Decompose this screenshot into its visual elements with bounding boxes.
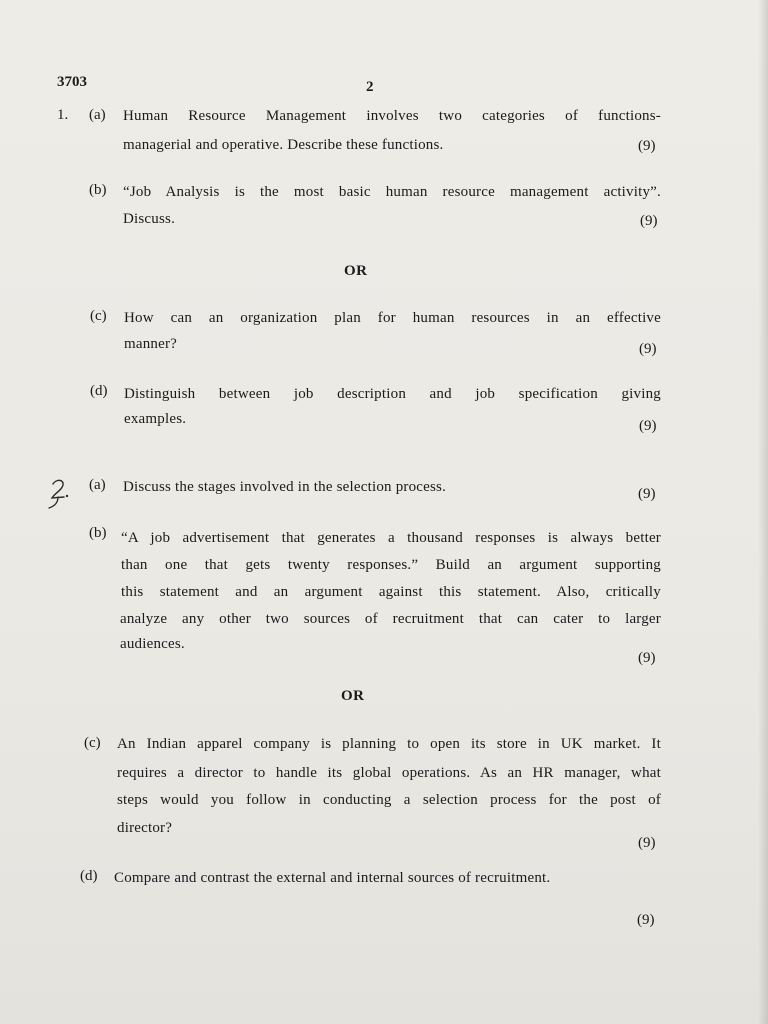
q1-part-b-line-1: “Job Analysis is the most basic human resource management activity”. xyxy=(123,184,661,200)
q1-part-a-line-1: Human Resource Management involves two categories of functions- xyxy=(123,108,661,124)
q2-part-b-line-1: “A job advertisement that generates a thousand responses is always better xyxy=(121,530,661,546)
q2-part-c-line-2: requires a director to handle its global operations. As an HR manager, what xyxy=(117,765,661,781)
question-1-number: 1. xyxy=(57,107,69,123)
q2-part-b-line-3: this statement and an argument against this statement. Also, critically xyxy=(121,584,661,600)
q2-part-b-line-4: analyze any other two sources of recruitment that can cater to larger xyxy=(120,611,661,627)
q2-part-c-line-1: An Indian apparel company is planning to open its store in UK market. It xyxy=(117,736,661,752)
q2-part-d-marks: (9) xyxy=(637,912,655,928)
q1-part-a-label: (a) xyxy=(89,107,106,123)
q1-or-divider: OR xyxy=(344,263,368,279)
q2-part-a-marks: (9) xyxy=(638,486,656,502)
page-number: 2 xyxy=(366,79,374,95)
q2-part-b-line-5: audiences. xyxy=(120,636,185,652)
q1-part-b-label: (b) xyxy=(89,182,107,198)
page-edge-shadow xyxy=(758,0,768,1024)
q1-part-a-marks: (9) xyxy=(638,138,656,154)
q2-part-c-line-3: steps would you follow in conducting a selection process for the post of xyxy=(117,792,661,808)
q2-part-c-marks: (9) xyxy=(638,835,656,851)
q1-part-c-line-2: manner? xyxy=(124,336,178,352)
q2-part-b-line-2: than one that gets twenty responses.” Build an argument supporting xyxy=(121,557,661,573)
q2-part-a-line-1: Discuss the stages involved in the selection process. xyxy=(123,479,447,495)
q2-part-c-line-4: director? xyxy=(117,820,173,836)
q1-part-b-line-2: Discuss. xyxy=(123,211,176,227)
q2-or-divider: OR xyxy=(341,688,365,704)
q2-part-c-label: (c) xyxy=(84,735,101,751)
q1-part-b-marks: (9) xyxy=(640,213,658,229)
q1-part-d-label: (d) xyxy=(90,383,108,399)
q2-part-b-label: (b) xyxy=(89,525,107,541)
q1-part-c-marks: (9) xyxy=(639,341,657,357)
q2-part-a-label: (a) xyxy=(89,477,106,493)
q1-part-c-line-1: How can an organization plan for human resources in an effective xyxy=(124,310,661,326)
q1-part-c-label: (c) xyxy=(90,308,107,324)
q2-part-d-line-1: Compare and contrast the external and internal sources of recruitment. xyxy=(114,870,551,886)
q1-part-a-line-2: managerial and operative. Describe these functions. xyxy=(123,137,444,153)
q2-part-d-label: (d) xyxy=(80,868,98,884)
q2-part-b-marks: (9) xyxy=(638,650,656,666)
q1-part-d-marks: (9) xyxy=(639,418,657,434)
q1-part-d-line-1: Distinguish between job description and job specification giving xyxy=(124,386,661,402)
paper-code: 3703 xyxy=(57,74,87,90)
q1-part-d-line-2: examples. xyxy=(124,411,187,427)
